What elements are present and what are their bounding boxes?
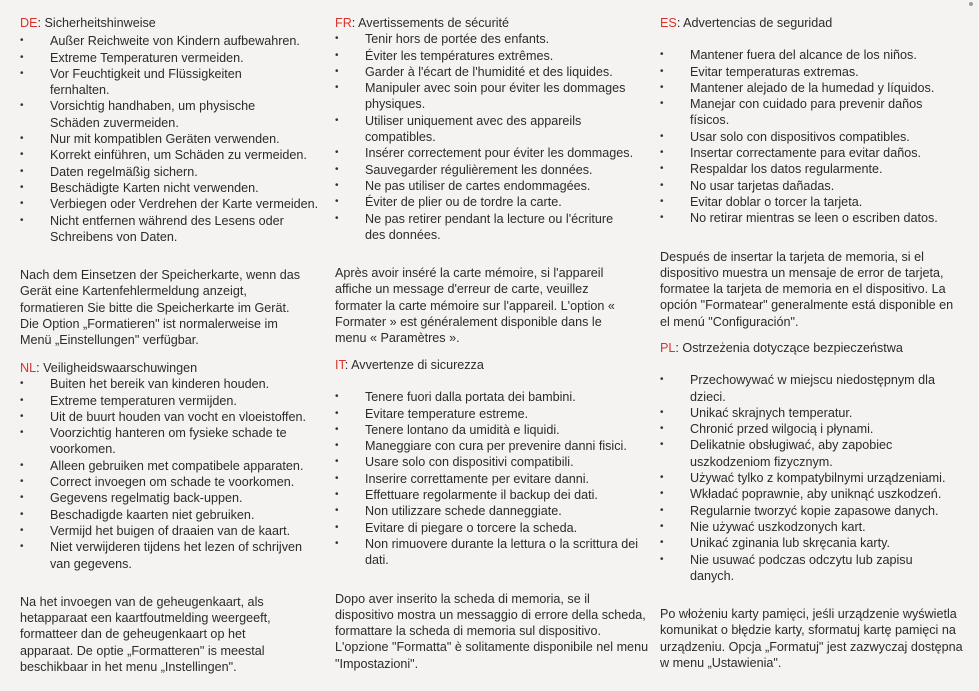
- paragraph-de: Nach dem Einsetzen der Speicherkarte, wenn das Gerät eine Kartenfehlermeldung anzeigt, formatieren Sie bitte die Speicherkarte im Gerät. Die Option „Formatieren" ist normalerweise im Menü „Einstellungen" verfügbar.: [20, 268, 301, 348]
- list-item: • Buiten het bereik van kinderen houden.: [20, 376, 328, 392]
- list-item: • Wkładać poprawnie, aby uniknąć uszkodzeń.: [660, 486, 970, 502]
- list-item: • Chronić przed wilgocią i płynami.: [660, 421, 970, 437]
- list-item: • Korrekt einführen, um Schäden zu vermeiden.: [20, 147, 328, 163]
- list-item: • Voorzichtig hanteren om fysieke schade te voorkomen.: [20, 425, 328, 458]
- section-de: [20, 15, 328, 349]
- section-pl: [660, 340, 970, 671]
- list-item: • Nie usuwać podczas odczytu lub zapisu danych.: [660, 552, 970, 585]
- list-item: • Correct invoegen om schade te voorkomen.: [20, 474, 328, 490]
- list-item: • Effettuare regolarmente il backup dei dati.: [335, 487, 653, 503]
- list-item: • Beschadigde kaarten niet gebruiken.: [20, 507, 328, 523]
- bullet-list-es: [660, 47, 970, 226]
- list-item: • Ne pas utiliser de cartes endommagées.: [335, 178, 653, 194]
- section-es: [660, 15, 970, 330]
- list-item: • Evitare di piegare o torcere la scheda.: [335, 520, 653, 536]
- list-item: • Extreme Temperaturen vermeiden.: [20, 50, 328, 66]
- list-item: • Insérer correctement pour éviter les dommages.: [335, 145, 653, 161]
- list-item: • Insertar correctamente para evitar daños.: [660, 145, 970, 161]
- list-item: • Niet verwijderen tijdens het lezen of schrijven van gegevens.: [20, 539, 328, 572]
- list-item: • Vermijd het buigen of draaien van de kaart.: [20, 523, 328, 539]
- paragraph-fr: Après avoir inséré la carte mémoire, si l'appareil affiche un message d'erreur de carte, veuillez formater la carte mémoire sur l'appareil. L'option « Formater » est généralement disponible dans le menu « Paramètres ».: [335, 266, 615, 346]
- list-item: • Utiliser uniquement avec des appareils compatibles.: [335, 113, 653, 146]
- language-code-fr: FR: [335, 16, 352, 30]
- list-item: • Alleen gebruiken met compatibele apparaten.: [20, 458, 328, 474]
- list-item: • Unikać zginania lub skręcania karty.: [660, 535, 970, 551]
- section-title-pl: : Ostrzeżenia dotyczące bezpieczeństwa: [675, 341, 903, 355]
- language-code-it: IT: [335, 358, 345, 372]
- list-item: • No retirar mientras se leen o escriben datos.: [660, 210, 970, 226]
- list-item: • Unikać skrajnych temperatur.: [660, 405, 970, 421]
- list-item: • Gegevens regelmatig back-uppen.: [20, 490, 328, 506]
- list-item: • Éviter de plier ou de tordre la carte.: [335, 194, 653, 210]
- list-item: • Używać tylko z kompatybilnymi urządzeniami.: [660, 470, 970, 486]
- list-item: • Non utilizzare schede danneggiate.: [335, 503, 653, 519]
- section-heading-es: [660, 15, 970, 31]
- bullet-list-fr: [335, 31, 653, 243]
- bullet-list-nl: [20, 376, 328, 572]
- section-title-fr: : Avertissements de sécurité: [351, 16, 510, 30]
- list-item: • Éviter les températures extrêmes.: [335, 48, 653, 64]
- language-code-de: DE: [20, 16, 38, 30]
- section-title-es: : Advertencias de seguridad: [676, 16, 833, 30]
- list-item: • Evitar temperaturas extremas.: [660, 64, 970, 80]
- list-item: • Manejar con cuidado para prevenir daños físicos.: [660, 96, 970, 129]
- list-item: • Manipuler avec soin pour éviter les dommages physiques.: [335, 80, 653, 113]
- language-code-pl: PL: [660, 341, 676, 355]
- list-item: • Usar solo con dispositivos compatibles.: [660, 129, 970, 145]
- section-heading-de: [20, 15, 328, 31]
- section-title-it: : Avvertenze di sicurezza: [344, 358, 484, 372]
- list-item: • Usare solo con dispositivi compatibili.: [335, 454, 653, 470]
- bullet-list-it: [335, 389, 653, 568]
- section-fr: [335, 15, 653, 347]
- list-item: • Nur mit kompatiblen Geräten verwenden.: [20, 131, 328, 147]
- corner-dot: [969, 2, 973, 6]
- list-item: • Maneggiare con cura per prevenire danni fisici.: [335, 438, 653, 454]
- list-item: • Regularnie tworzyć kopie zapasowe danych.: [660, 503, 970, 519]
- list-item: • No usar tarjetas dañadas.: [660, 178, 970, 194]
- section-heading-pl: [660, 340, 970, 356]
- list-item: • Tenere lontano da umidità e liquidi.: [335, 422, 653, 438]
- list-item: • Tenir hors de portée des enfants.: [335, 31, 653, 47]
- list-item: • Daten regelmäßig sichern.: [20, 164, 328, 180]
- list-item: • Extreme temperaturen vermijden.: [20, 393, 328, 409]
- list-item: • Sauvegarder régulièrement les données.: [335, 162, 653, 178]
- language-code-es: ES: [660, 16, 677, 30]
- list-item: • Verbiegen oder Verdrehen der Karte vermeiden.: [20, 196, 328, 212]
- language-code-nl: NL: [20, 361, 37, 375]
- paragraph-pl: Po włożeniu karty pamięci, jeśli urządzenie wyświetla komunikat o błędzie karty, sformatuj kartę pamięci na urządzeniu. Opcja „Formatuj" jest zazwyczaj dostępna w menu „Ustawienia".: [660, 607, 963, 671]
- list-item: • Nie używać uszkodzonych kart.: [660, 519, 970, 535]
- list-item: • Mantener fuera del alcance de los niños.: [660, 47, 970, 63]
- list-item: • Delikatnie obsługiwać, aby zapobiec uszkodzeniom fizycznym.: [660, 437, 970, 470]
- section-nl: [20, 360, 328, 675]
- section-it: [335, 357, 653, 672]
- section-heading-it: [335, 357, 653, 373]
- list-item: • Non rimuovere durante la lettura o la scrittura dei dati.: [335, 536, 653, 569]
- list-item: • Respaldar los datos regularmente.: [660, 161, 970, 177]
- list-item: • Evitare temperature estreme.: [335, 406, 653, 422]
- paragraph-it: Dopo aver inserito la scheda di memoria, se il dispositivo mostra un messaggio di errore della scheda, formattare la scheda di memoria sul dispositivo. L'opzione "Formatta" è solitamente disponibile nel menu "Impostazioni".: [335, 591, 649, 671]
- list-item: • Vor Feuchtigkeit und Flüssigkeiten fernhalten.: [20, 66, 328, 99]
- list-item: • Inserire correttamente per evitare danni.: [335, 471, 653, 487]
- list-item: • Außer Reichweite von Kindern aufbewahren.: [20, 33, 328, 49]
- bullet-list-pl: [660, 372, 970, 584]
- list-item: • Przechowywać w miejscu niedostępnym dla dzieci.: [660, 372, 970, 405]
- list-item: • Mantener alejado de la humedad y líquidos.: [660, 80, 970, 96]
- list-item: • Vorsichtig handhaben, um physische Schäden zuvermeiden.: [20, 98, 328, 131]
- paragraph-es: Después de insertar la tarjeta de memoria, si el dispositivo muestra un mensaje de error de tarjeta, formatee la tarjeta de memoria en el dispositivo. La opción "Formatear" generalmente está disponible en el menú "Configuración".: [660, 249, 954, 329]
- list-item: • Evitar doblar o torcer la tarjeta.: [660, 194, 970, 210]
- list-item: • Tenere fuori dalla portata dei bambini.: [335, 389, 653, 405]
- section-heading-fr: [335, 15, 653, 31]
- paragraph-nl: Na het invoegen van de geheugenkaart, als hetapparaat een kaartfoutmelding weergeeft, formatteer dan de geheugenkaart op het apparaat. De optie „Formatteren" is meestal beschikbaar in het menu „Instellingen".: [20, 594, 271, 675]
- section-heading-nl: [20, 360, 328, 376]
- bullet-list-de: [20, 33, 328, 245]
- list-item: • Beschädigte Karten nicht verwenden.: [20, 180, 328, 196]
- list-item: • Garder à l'écart de l'humidité et des liquides.: [335, 64, 653, 80]
- list-item: • Nicht entfernen während des Lesens oder Schreibens von Daten.: [20, 213, 328, 246]
- list-item: • Ne pas retirer pendant la lecture ou l'écriture des données.: [335, 211, 653, 244]
- section-title-de: : Sicherheitshinweise: [37, 16, 156, 30]
- section-title-nl: : Veiligheidswaarschuwingen: [36, 361, 198, 375]
- list-item: • Uit de buurt houden van vocht en vloeistoffen.: [20, 409, 328, 425]
